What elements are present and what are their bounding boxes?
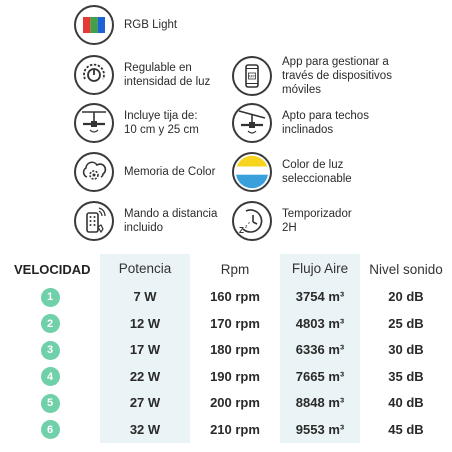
table-row <box>0 311 452 338</box>
speed-badge: 1 <box>41 288 60 307</box>
remote-control-icon <box>74 201 114 241</box>
feature-dimmable <box>74 55 210 95</box>
noise-cell: 40 dB <box>388 395 424 410</box>
feature-label: Regulable en intensidad de luz <box>124 62 211 88</box>
header-power: Potencia <box>100 254 190 284</box>
feature-rgb-light <box>74 5 177 45</box>
table-row <box>0 337 452 364</box>
svg-text:Z: Z <box>239 226 244 235</box>
table-header <box>0 254 452 284</box>
color-memory-icon <box>74 152 114 192</box>
airflow-cell: 6336 m³ <box>280 337 360 364</box>
speed-cell <box>0 420 100 439</box>
airflow-cell: 4803 m³ <box>280 311 360 338</box>
table-row <box>0 364 452 391</box>
table-row <box>0 390 452 417</box>
svg-text:z: z <box>248 220 250 225</box>
feature-timer <box>232 201 352 241</box>
rpm-cell: 180 rpm <box>210 342 260 357</box>
downrod-icon <box>74 103 114 143</box>
table-row <box>0 284 452 311</box>
header-noise: Nivel sonido <box>369 261 443 277</box>
feature-label: Color de luz seleccionable <box>282 159 352 185</box>
feature-label: Memoria de Color <box>124 166 216 178</box>
power-cell: 12 W <box>100 311 190 338</box>
airflow-cell: 3754 m³ <box>280 284 360 311</box>
feature-sloped-ceiling <box>232 103 369 143</box>
feature-remote-control <box>74 201 217 241</box>
rpm-cell: 190 rpm <box>210 368 260 384</box>
noise-cell: 45 dB <box>388 421 424 437</box>
feature-color-select <box>232 152 352 192</box>
feature-label: Temporizador 2H <box>282 208 352 234</box>
rpm-cell: 170 rpm <box>210 315 260 331</box>
speed-badge: 5 <box>41 394 60 413</box>
timer-icon <box>232 201 272 241</box>
speed-cell <box>0 367 100 386</box>
feature-label: Apto para techos inclinados <box>282 110 369 136</box>
speed-cell <box>0 314 100 333</box>
feature-label: Incluye tija de: 10 cm y 25 cm <box>124 110 199 136</box>
sloped-ceiling-icon <box>232 103 272 143</box>
power-cell: 32 W <box>100 417 190 444</box>
feature-label: Mando a distancia incluido <box>124 208 218 234</box>
power-cell: 27 W <box>100 390 190 417</box>
speed-specs-table <box>0 254 452 443</box>
speed-cell <box>0 288 100 307</box>
airflow-cell: 9553 m³ <box>280 417 360 444</box>
svg-text:APP: APP <box>248 74 256 79</box>
feature-label: App para gestionar a través de dispositivos móviles <box>282 56 392 96</box>
speed-badge: 3 <box>41 341 60 360</box>
speed-cell <box>0 394 100 413</box>
header-airflow: Flujo Aire <box>280 254 360 284</box>
app-phone-icon <box>232 56 272 96</box>
airflow-cell: 8848 m³ <box>280 390 360 417</box>
feature-color-memory <box>74 152 215 192</box>
noise-cell: 35 dB <box>388 368 424 384</box>
dimmer-icon <box>74 55 114 95</box>
svg-text:z: z <box>245 224 248 230</box>
speed-cell <box>0 341 100 360</box>
rpm-cell: 210 rpm <box>210 421 260 437</box>
table-body <box>0 284 452 443</box>
feature-label: RGB Light <box>124 19 178 31</box>
rpm-cell: 200 rpm <box>210 395 260 410</box>
power-cell: 7 W <box>100 284 190 311</box>
table-row <box>0 417 452 444</box>
rgb-light-icon <box>74 5 114 45</box>
noise-cell: 30 dB <box>388 342 424 357</box>
noise-cell: 20 dB <box>388 289 424 304</box>
feature-app <box>232 55 392 97</box>
speed-badge: 6 <box>41 420 60 439</box>
speed-badge: 4 <box>41 367 60 386</box>
power-cell: 22 W <box>100 364 190 391</box>
color-select-icon <box>232 152 272 192</box>
rpm-cell: 160 rpm <box>210 289 260 304</box>
speed-badge: 2 <box>41 314 60 333</box>
feature-downrod <box>74 103 199 143</box>
noise-cell: 25 dB <box>388 315 424 331</box>
airflow-cell: 7665 m³ <box>280 364 360 391</box>
header-speed: VELOCIDAD <box>14 261 91 277</box>
power-cell: 17 W <box>100 337 190 364</box>
header-rpm: Rpm <box>220 261 250 277</box>
